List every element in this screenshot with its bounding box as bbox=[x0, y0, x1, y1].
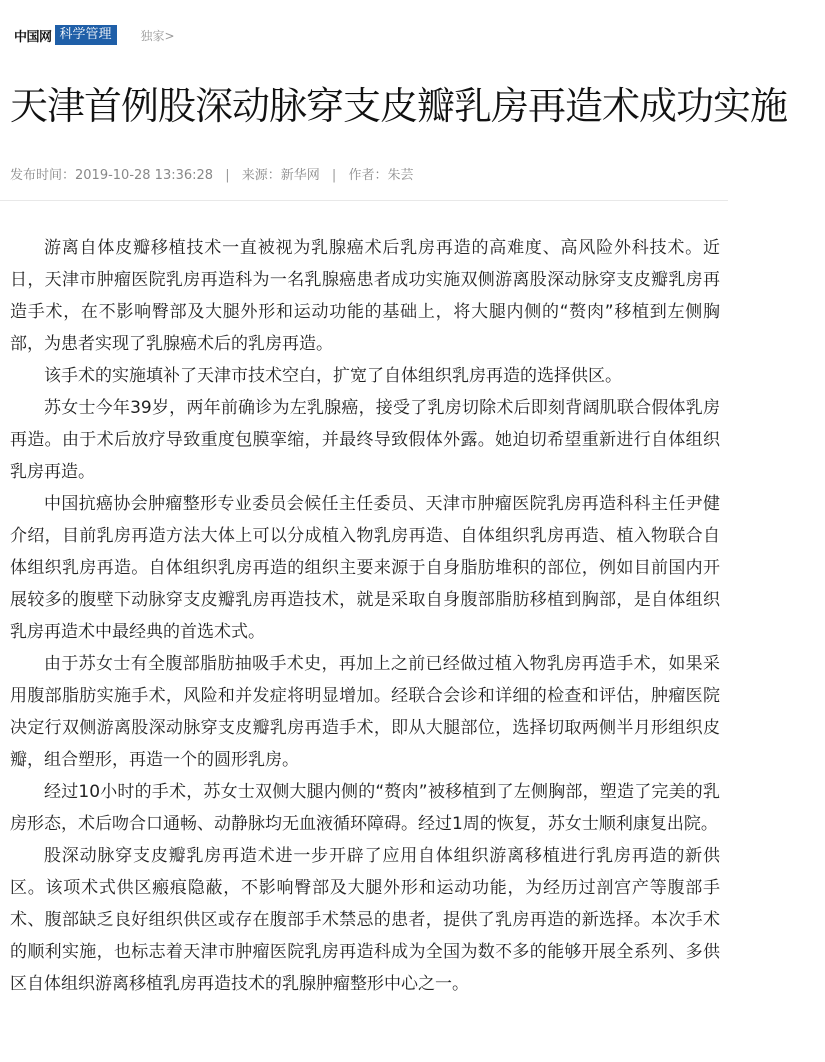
article-author: 作者：朱芸 bbox=[348, 168, 414, 183]
article-paragraph: 苏女士今年39岁，两年前确诊为左乳腺癌，接受了乳房切除术后即刻背阔肌联合假体乳房再造。由于术后放疗导致重度包膜挛缩，并最终导致假体外露。她迫切希望重新进行自体组织乳房再造。 bbox=[10, 398, 720, 482]
article-body bbox=[10, 232, 720, 1000]
publish-time: 发布时间：2019-10-28 13:36:28 bbox=[10, 168, 214, 183]
header-divider bbox=[0, 200, 728, 201]
top-navigation bbox=[14, 25, 175, 45]
article-source: 来源：新华网 bbox=[241, 168, 320, 183]
meta-separator: | bbox=[225, 168, 230, 183]
breadcrumb-link[interactable]: 独家> bbox=[140, 28, 175, 43]
site-logo[interactable]: 中国网 bbox=[14, 29, 52, 45]
article-paragraph: 经过10小时的手术，苏女士双侧大腿内侧的“赘肉”被移植到了左侧胸部，塑造了完美的乳房形态，术后吻合口通畅、动静脉均无血液循环障碍。经过1周的恢复，苏女士顺利康复出院。 bbox=[10, 782, 720, 834]
article-paragraph: 股深动脉穿支皮瓣乳房再造术进一步开辟了应用自体组织游离移植进行乳房再造的新供区。该项术式供区瘢痕隐蔽，不影响臀部及大腿外形和运动功能，为经历过剖宫产等腹部手术、腹部缺乏良好组织供区或存在腹部手术禁忌的患者，提供了乳房再造的新选择。本次手术的顺利实施，也标志着天津市肿瘤医院乳房再造科成为全国为数不多的能够开展全系列、多供区自体组织游离移植乳房再造技术的乳腺肿瘤整形中心之一。 bbox=[10, 846, 720, 994]
article-paragraph: 该手术的实施填补了天津市技术空白，扩宽了自体组织乳房再造的选择供区。 bbox=[44, 366, 622, 386]
meta-separator: | bbox=[331, 168, 337, 183]
article-paragraph: 由于苏女士有全腹部脂肪抽吸手术史，再加上之前已经做过植入物乳房再造手术，如果采用腹部脂肪实施手术，风险和并发症将明显增加。经联合会诊和详细的检查和评估，肿瘤医院决定行双侧游离股深动脉穿支皮瓣乳房再造手术，即从大腿部位，选择切取两侧半月形组织皮瓣，组合塑形，再造一个的圆形乳房。 bbox=[10, 654, 720, 770]
article-paragraph: 游离自体皮瓣移植技术一直被视为乳腺癌术后乳房再造的高难度、高风险外科技术。近日，天津市肿瘤医院乳房再造科为一名乳腺癌患者成功实施双侧游离股深动脉穿支皮瓣乳房再造手术，在不影响臀部及大腿外形和运动功能的基础上，将大腿内侧的“赘肉”移植到左侧胸部，为患者实现了乳腺癌术后的乳房再造。 bbox=[10, 238, 720, 354]
article-paragraph: 中国抗癌协会肿瘤整形专业委员会候任主任委员、天津市肿瘤医院乳房再造科科主任尹健介绍，目前乳房再造方法大体上可以分成植入物乳房再造、自体组织乳房再造、植入物联合自体组织乳房再造。自体组织乳房再造的组织主要来源于自身脂肪堆积的部位，例如目前国内开展较多的腹壁下动脉穿支皮瓣乳房再造技术，就是采取自身腹部脂肪移植到胸部，是自体组织乳房再造术中最经典的首选术式。 bbox=[10, 494, 720, 642]
article-title: 天津首例股深动脉穿支皮瓣乳房再造术成功实施 bbox=[10, 84, 788, 128]
article-meta bbox=[10, 164, 413, 183]
channel-tag[interactable]: 科学管理 bbox=[55, 25, 117, 45]
